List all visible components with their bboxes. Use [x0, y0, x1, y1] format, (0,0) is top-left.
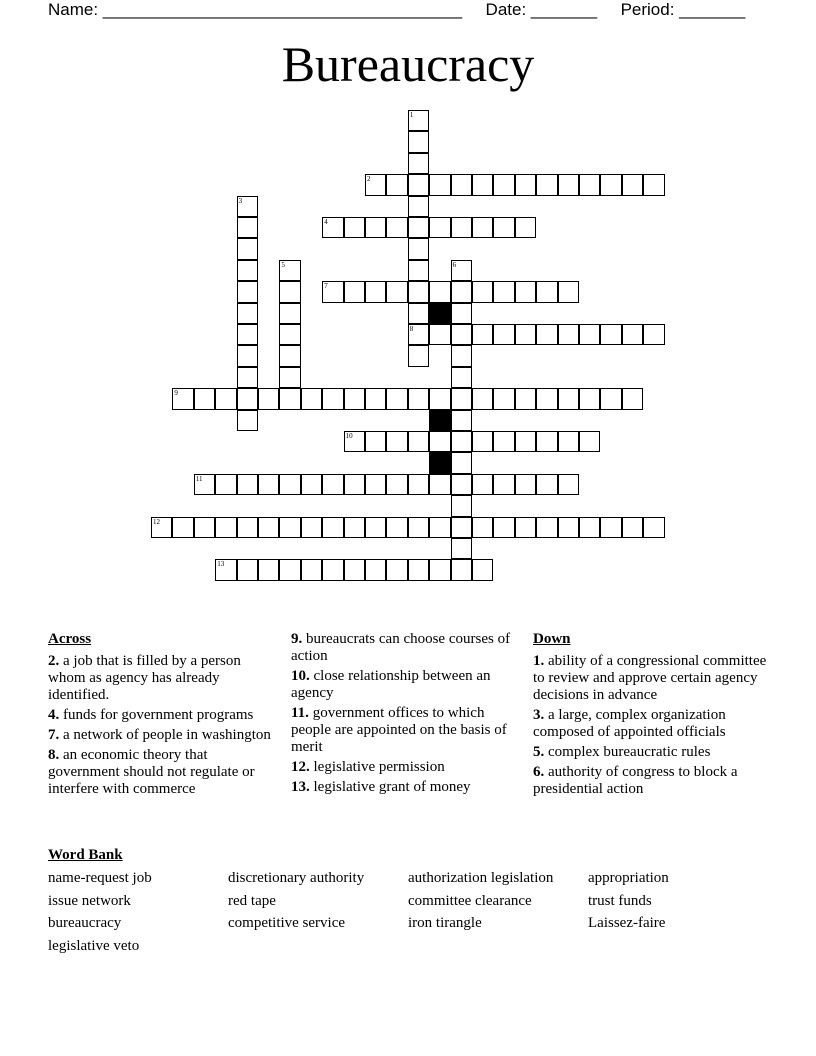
grid-cell[interactable] [472, 559, 493, 580]
clue-text: bureaucrats can choose courses of action [291, 631, 511, 664]
grid-cell[interactable] [322, 388, 343, 409]
grid-cell[interactable] [600, 517, 621, 538]
word-bank-entry: competitive service [228, 915, 346, 931]
grid-cell[interactable] [258, 517, 279, 538]
grid-cell[interactable] [429, 431, 450, 452]
grid-cell[interactable] [451, 174, 472, 195]
clue-item [533, 744, 773, 761]
clue-number-label: 7. [48, 727, 60, 743]
grid-cell[interactable] [237, 324, 258, 345]
word-bank-entry: issue network [48, 892, 131, 909]
grid-cell[interactable] [493, 174, 514, 195]
grid-cell[interactable] [472, 174, 493, 195]
clue-number-label: 10. [291, 668, 310, 684]
grid-cell[interactable] [558, 517, 579, 538]
word-bank-entry: name-request job [48, 870, 152, 886]
grid-cell[interactable] [451, 431, 472, 452]
grid-cell[interactable] [429, 174, 450, 195]
grid-cell[interactable] [643, 174, 664, 195]
word-bank-entry: appropriation [588, 870, 669, 886]
grid-cell[interactable] [451, 303, 472, 324]
grid-cell[interactable] [408, 517, 429, 538]
across-clues [48, 631, 273, 801]
clue-item [48, 707, 273, 724]
grid-cell-blocked [429, 410, 450, 431]
clue-number-label: 9. [291, 631, 303, 647]
grid-cell[interactable] [301, 559, 322, 580]
grid-cell[interactable] [215, 559, 236, 580]
grid-cell[interactable] [408, 559, 429, 580]
grid-cell[interactable] [451, 281, 472, 302]
clue-number: 7 [324, 282, 328, 291]
across-clues-continued [291, 631, 516, 799]
grid-cell[interactable] [515, 474, 536, 495]
across-heading: Across [48, 631, 92, 647]
grid-cell[interactable] [365, 559, 386, 580]
word-bank-entry: Laissez-faire [588, 915, 666, 931]
grid-cell[interactable] [322, 474, 343, 495]
grid-cell[interactable] [493, 324, 514, 345]
grid-cell[interactable] [451, 324, 472, 345]
clue-item [533, 764, 773, 798]
page-title: Bureaucracy [281, 36, 535, 92]
grid-cell[interactable] [579, 174, 600, 195]
grid-cell[interactable] [194, 474, 215, 495]
clue-number-label: 13. [291, 779, 310, 795]
grid-cell[interactable] [386, 474, 407, 495]
grid-cell[interactable] [408, 174, 429, 195]
clue-number: 5 [281, 260, 285, 269]
grid-cell[interactable] [451, 474, 472, 495]
down-heading: Down [533, 631, 571, 647]
grid-cell[interactable] [408, 388, 429, 409]
clue-number: 11 [195, 474, 203, 483]
grid-cell[interactable] [237, 345, 258, 366]
clue-number-label: 3. [533, 707, 545, 723]
grid-cell[interactable] [515, 517, 536, 538]
grid-cell[interactable] [408, 131, 429, 152]
grid-cell[interactable] [536, 324, 557, 345]
grid-cell[interactable] [451, 452, 472, 473]
grid-cell[interactable] [472, 388, 493, 409]
grid-cell[interactable] [536, 474, 557, 495]
clue-item [291, 631, 516, 665]
grid-cell[interactable] [558, 324, 579, 345]
grid-cell[interactable] [429, 474, 450, 495]
grid-cell[interactable] [365, 474, 386, 495]
grid-cell[interactable] [237, 388, 258, 409]
clue-number-label: 6. [533, 764, 545, 780]
clue-text: an economic theory that government should not regulate or interfere with commerce [48, 747, 255, 797]
clue-text: government offices to which people are appointed on the basis of merit [291, 705, 507, 755]
clue-text: a large, complex organization composed of appointed officials [533, 707, 726, 740]
grid-cell[interactable] [408, 431, 429, 452]
grid-cell[interactable] [386, 174, 407, 195]
grid-cell[interactable] [365, 174, 386, 195]
clue-text: ability of a congressional committee to review and approve certain agency decisions in advance [533, 653, 767, 703]
grid-cell[interactable] [429, 388, 450, 409]
grid-cell[interactable] [472, 217, 493, 238]
grid-cell[interactable] [215, 474, 236, 495]
grid-cell[interactable] [301, 388, 322, 409]
grid-cell[interactable] [536, 174, 557, 195]
grid-cell[interactable] [451, 517, 472, 538]
grid-cell[interactable] [172, 517, 193, 538]
grid-cell[interactable] [365, 388, 386, 409]
grid-cell[interactable] [215, 517, 236, 538]
clue-number: 3 [238, 196, 243, 205]
grid-cell[interactable] [237, 260, 258, 281]
grid-cell[interactable] [451, 538, 472, 559]
grid-cell[interactable] [493, 474, 514, 495]
grid-cell[interactable] [408, 303, 429, 324]
grid-cell[interactable] [237, 559, 258, 580]
word-bank-entry: discretionary authority [228, 870, 365, 886]
grid-cell[interactable] [215, 388, 236, 409]
grid-cell[interactable] [322, 281, 343, 302]
clue-item [48, 727, 273, 744]
grid-cell[interactable] [237, 367, 258, 388]
grid-cell[interactable] [258, 388, 279, 409]
word-bank-entry: authorization legislation [408, 870, 554, 886]
grid-cell[interactable] [643, 517, 664, 538]
grid-cell[interactable] [643, 324, 664, 345]
name-field-label[interactable]: Name: ______________________________________ [48, 0, 463, 19]
clue-item [291, 668, 516, 702]
grid-cell[interactable] [622, 517, 643, 538]
clue-item [291, 759, 516, 776]
grid-cell[interactable] [279, 559, 300, 580]
clue-item [48, 747, 273, 798]
grid-cell[interactable] [279, 474, 300, 495]
grid-cell[interactable] [258, 559, 279, 580]
grid-cell[interactable] [451, 217, 472, 238]
clue-item [48, 653, 273, 704]
grid-cell[interactable] [429, 324, 450, 345]
grid-cell[interactable] [344, 517, 365, 538]
grid-cell[interactable] [579, 517, 600, 538]
grid-cell-blocked [429, 452, 450, 473]
clue-text: close relationship between an agency [291, 668, 491, 701]
grid-cell[interactable] [301, 474, 322, 495]
grid-cell[interactable] [386, 217, 407, 238]
grid-cell[interactable] [279, 260, 300, 281]
grid-cell[interactable] [558, 281, 579, 302]
clue-number: 8 [409, 325, 414, 333]
grid-cell[interactable] [386, 281, 407, 302]
clue-item [291, 779, 516, 796]
grid-cell[interactable] [579, 431, 600, 452]
word-bank-entry: committee clearance [408, 892, 532, 909]
grid-cell[interactable] [429, 281, 450, 302]
grid-cell[interactable] [600, 324, 621, 345]
grid-cell[interactable] [408, 196, 429, 217]
clue-text: legislative grant of money [313, 779, 471, 795]
grid-cell[interactable] [258, 474, 279, 495]
grid-cell[interactable] [558, 174, 579, 195]
grid-cell[interactable] [344, 559, 365, 580]
grid-cell[interactable] [429, 217, 450, 238]
grid-cell[interactable] [451, 559, 472, 580]
grid-cell[interactable] [429, 559, 450, 580]
grid-cell[interactable] [279, 324, 300, 345]
grid-cell[interactable] [493, 388, 514, 409]
grid-cell[interactable] [579, 388, 600, 409]
clue-number: 13 [217, 560, 225, 569]
clue-text: legislative permission [313, 759, 445, 775]
grid-cell[interactable] [451, 367, 472, 388]
grid-cell[interactable] [515, 281, 536, 302]
grid-cell[interactable] [451, 345, 472, 366]
grid-cell[interactable] [237, 281, 258, 302]
clue-number: 12 [153, 517, 160, 526]
grid-cell[interactable] [408, 238, 429, 259]
grid-cell[interactable] [279, 281, 300, 302]
grid-cell[interactable] [365, 217, 386, 238]
clue-text: authority of congress to block a presidential action [533, 764, 738, 797]
grid-cell[interactable] [472, 431, 493, 452]
grid-cell[interactable] [558, 431, 579, 452]
clue-text: funds for government programs [63, 707, 254, 723]
grid-cell[interactable] [408, 217, 429, 238]
clue-item [291, 705, 516, 756]
clue-number-label: 2. [48, 653, 60, 669]
grid-cell[interactable] [344, 431, 365, 452]
clue-item [533, 653, 773, 704]
clue-number: 9 [174, 389, 178, 398]
grid-cell[interactable] [472, 281, 493, 302]
grid-cell[interactable] [622, 388, 643, 409]
clue-item [533, 707, 773, 741]
grid-cell[interactable] [515, 217, 536, 238]
grid-cell[interactable] [472, 474, 493, 495]
grid-cell[interactable] [515, 174, 536, 195]
grid-cell[interactable] [151, 517, 172, 538]
date-field-label[interactable]: Date: _______ [485, 0, 598, 19]
grid-cell[interactable] [386, 431, 407, 452]
grid-cell[interactable] [237, 517, 258, 538]
word-bank-entry: legislative veto [48, 937, 140, 954]
grid-cell[interactable] [493, 217, 514, 238]
grid-cell[interactable] [279, 517, 300, 538]
grid-cell[interactable] [579, 324, 600, 345]
clue-number-label: 8. [48, 747, 60, 763]
grid-cell[interactable] [194, 517, 215, 538]
grid-cell[interactable] [279, 303, 300, 324]
grid-cell[interactable] [279, 367, 300, 388]
grid-cell[interactable] [493, 281, 514, 302]
grid-cell[interactable] [558, 474, 579, 495]
grid-cell[interactable] [408, 153, 429, 174]
word-bank-entry: iron tirangle [408, 915, 482, 931]
grid-cell[interactable] [237, 196, 258, 217]
grid-cell[interactable] [365, 517, 386, 538]
grid-cell[interactable] [408, 281, 429, 302]
grid-cell[interactable] [515, 324, 536, 345]
grid-cell[interactable] [344, 217, 365, 238]
grid-cell[interactable] [472, 324, 493, 345]
grid-cell[interactable] [622, 324, 643, 345]
grid-cell[interactable] [558, 388, 579, 409]
grid-cell[interactable] [451, 388, 472, 409]
grid-cell[interactable] [451, 410, 472, 431]
grid-cell[interactable] [386, 517, 407, 538]
grid-cell[interactable] [322, 217, 343, 238]
grid-cell[interactable] [493, 431, 514, 452]
clue-number: 10 [345, 432, 353, 440]
grid-cell[interactable] [536, 388, 557, 409]
grid-cell[interactable] [408, 474, 429, 495]
clue-number: 4 [324, 218, 328, 226]
grid-cell[interactable] [365, 281, 386, 302]
grid-cell[interactable] [622, 174, 643, 195]
grid-cell[interactable] [279, 388, 300, 409]
grid-cell[interactable] [451, 495, 472, 516]
grid-cell[interactable] [194, 388, 215, 409]
down-clues [533, 631, 773, 801]
clue-number-label: 4. [48, 707, 60, 723]
grid-cell[interactable] [600, 174, 621, 195]
grid-cell[interactable] [429, 517, 450, 538]
clue-number-label: 12. [291, 759, 310, 775]
grid-cell[interactable] [237, 410, 258, 431]
clue-text: a network of people in washington [63, 727, 271, 743]
clue-text: complex bureaucratic rules [548, 744, 711, 760]
grid-cell[interactable] [515, 388, 536, 409]
grid-cell[interactable] [408, 260, 429, 281]
grid-cell[interactable] [472, 517, 493, 538]
grid-cell[interactable] [536, 281, 557, 302]
clue-number-label: 11. [291, 705, 309, 721]
grid-cell[interactable] [301, 517, 322, 538]
grid-cell[interactable] [451, 260, 472, 281]
grid-cell[interactable] [344, 281, 365, 302]
clue-text: a job that is filled by a person whom as agency has already identified. [48, 653, 241, 703]
grid-cell[interactable] [515, 431, 536, 452]
word-bank-entry: trust funds [588, 892, 652, 909]
grid-cell[interactable] [536, 431, 557, 452]
grid-cell[interactable] [536, 517, 557, 538]
grid-cell[interactable] [344, 388, 365, 409]
grid-cell[interactable] [386, 559, 407, 580]
grid-cell[interactable] [237, 238, 258, 259]
grid-cell[interactable] [237, 303, 258, 324]
grid-cell[interactable] [322, 517, 343, 538]
grid-cell[interactable] [237, 217, 258, 238]
grid-cell-blocked [429, 303, 450, 324]
clue-number: 6 [452, 260, 457, 269]
clue-number-label: 5. [533, 744, 545, 760]
grid-cell[interactable] [279, 345, 300, 366]
grid-cell[interactable] [172, 388, 193, 409]
grid-cell[interactable] [386, 388, 407, 409]
period-field-label[interactable]: Period: _______ [620, 0, 746, 19]
grid-cell[interactable] [493, 517, 514, 538]
clue-number: 2 [367, 175, 371, 184]
word-bank-entry: bureaucracy [48, 915, 122, 931]
grid-cell[interactable] [408, 110, 429, 131]
grid-cell[interactable] [237, 474, 258, 495]
grid-cell[interactable] [408, 345, 429, 366]
grid-cell[interactable] [322, 559, 343, 580]
grid-cell[interactable] [408, 324, 429, 345]
word-bank-heading: Word Bank [48, 847, 123, 863]
grid-cell[interactable] [365, 431, 386, 452]
clue-number: 1 [409, 111, 414, 119]
grid-cell[interactable] [600, 388, 621, 409]
clue-number-label: 1. [533, 653, 545, 669]
word-bank-entry: red tape [228, 892, 276, 909]
grid-cell[interactable] [344, 474, 365, 495]
